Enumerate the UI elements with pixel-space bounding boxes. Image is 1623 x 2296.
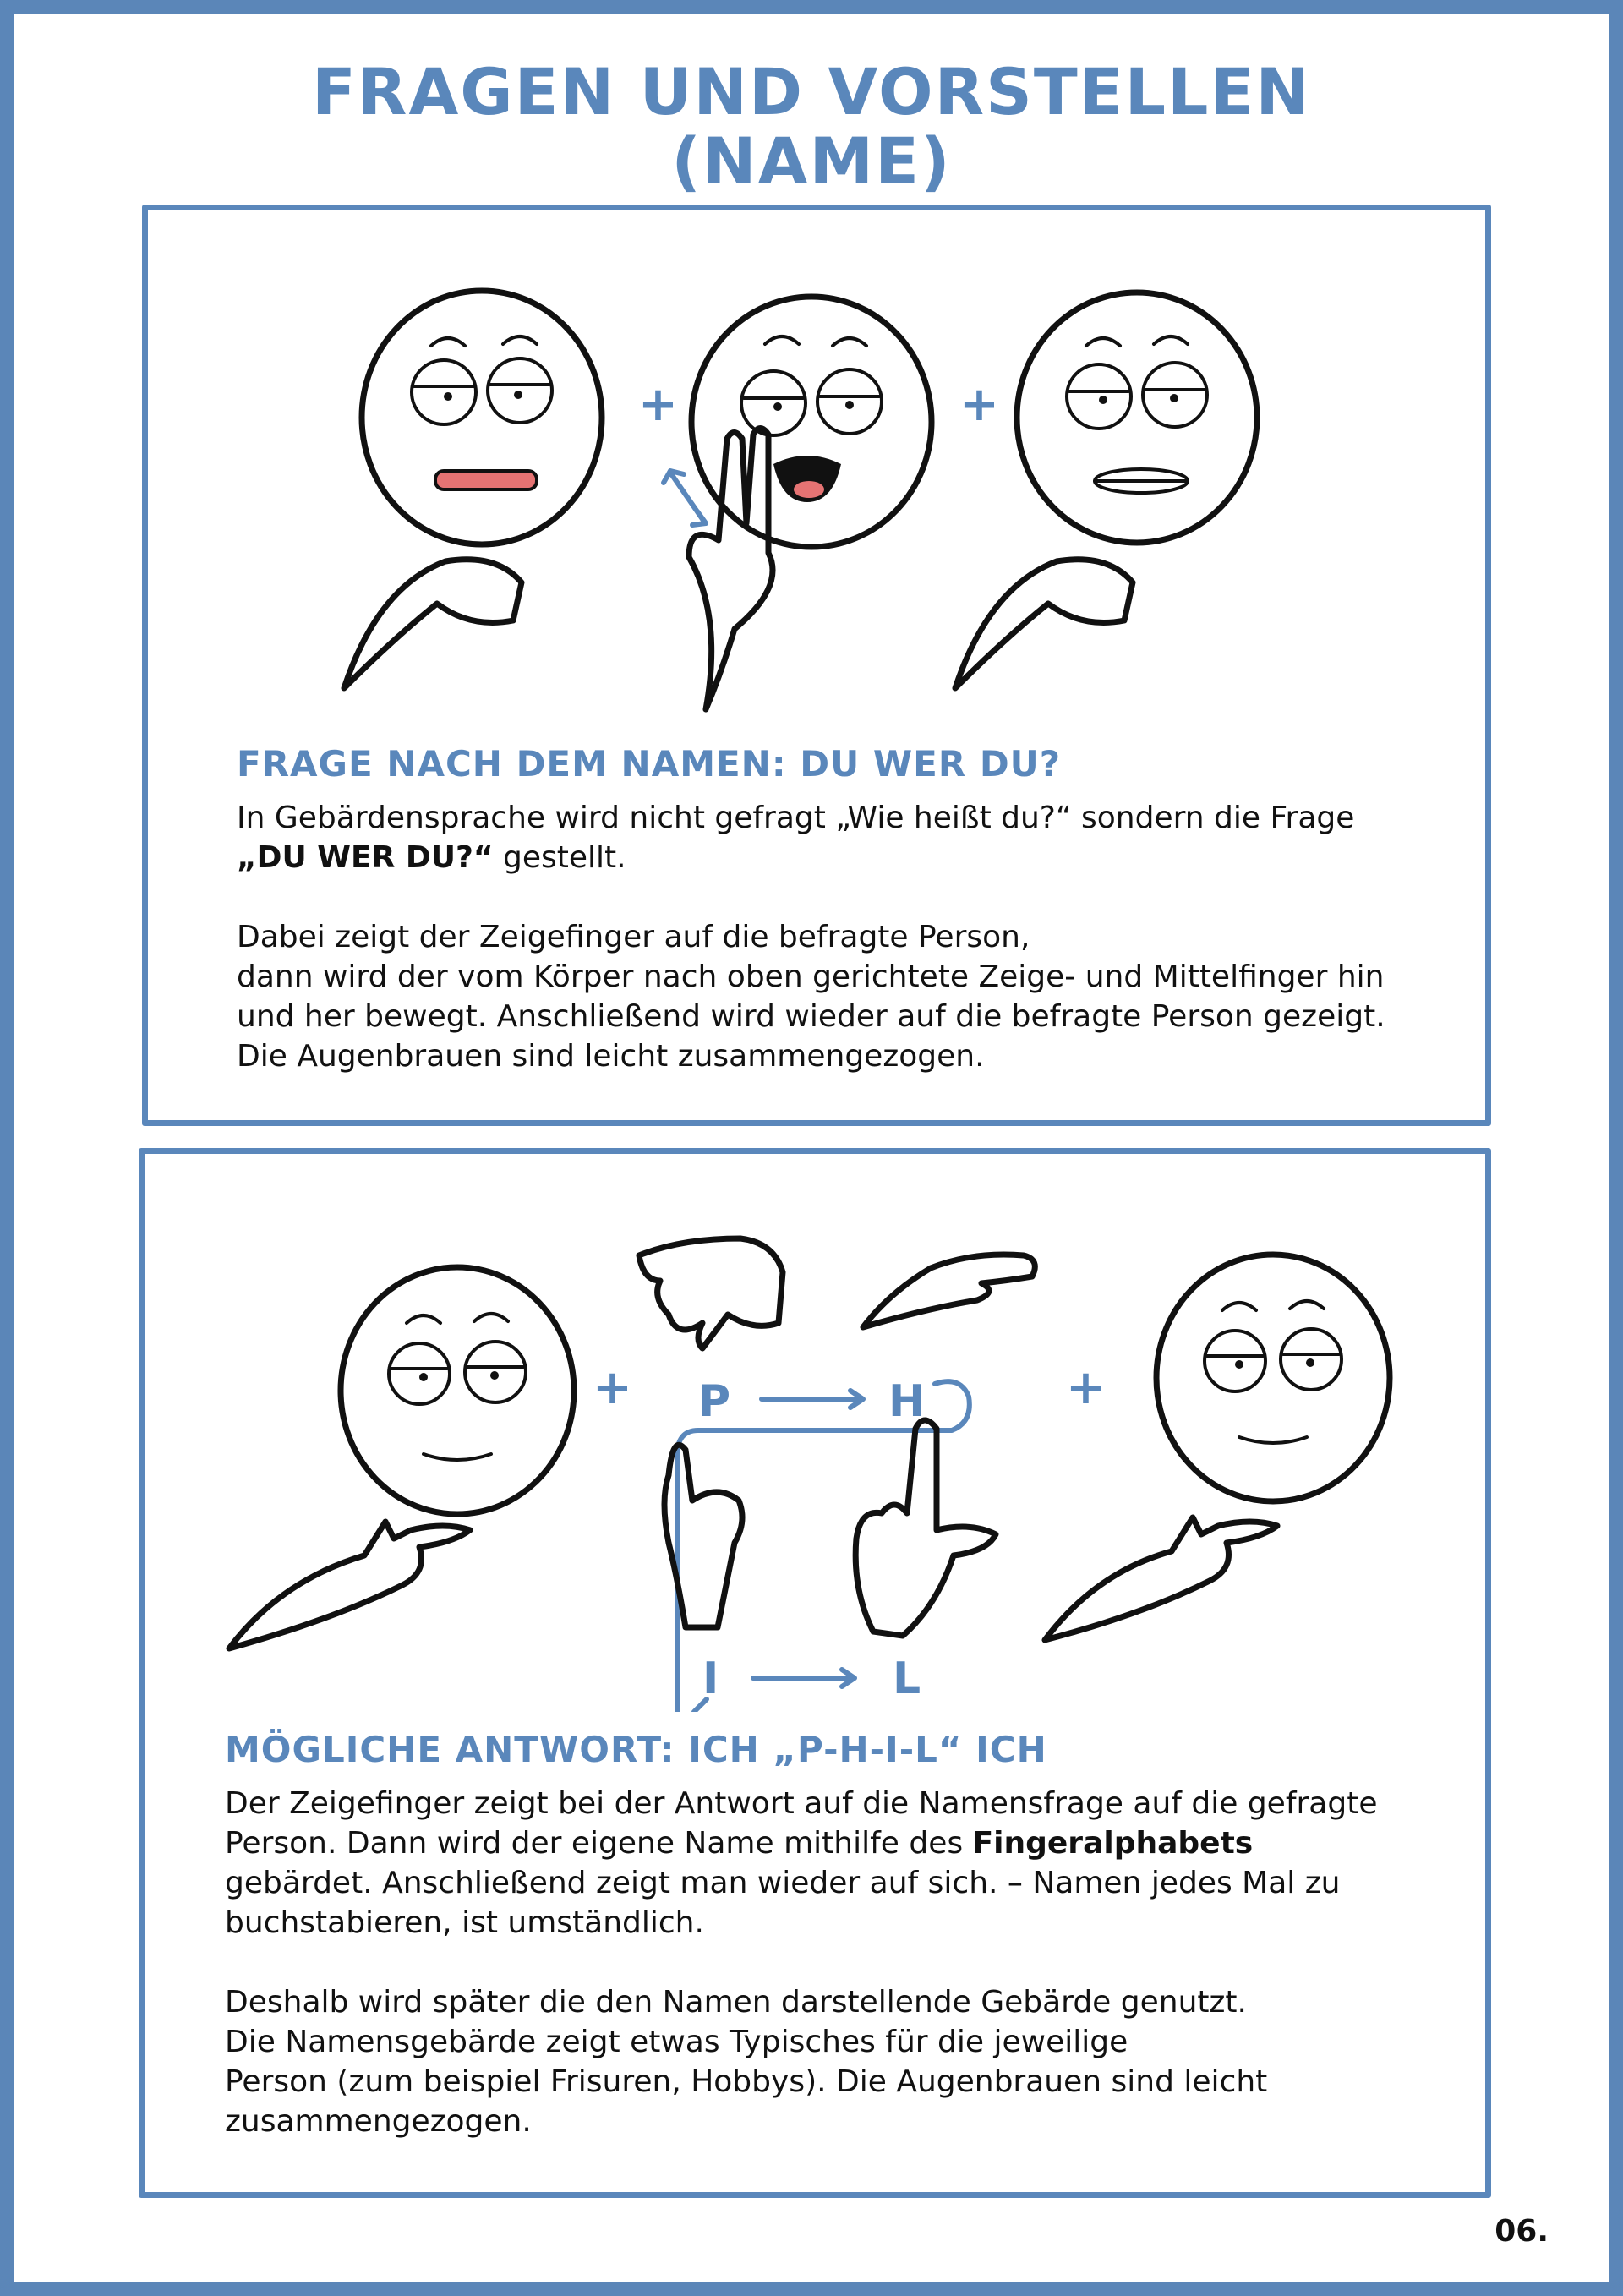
arrow-h-to-i bbox=[677, 1381, 970, 1712]
letter-h: H bbox=[888, 1376, 926, 1427]
section1-para2-line1: Dabei zeigt der Zeigefinger auf die befragte Person, bbox=[237, 920, 1030, 954]
page-title-line2: (NAME) bbox=[671, 123, 952, 199]
page-title bbox=[14, 54, 1609, 199]
face-3 bbox=[1017, 292, 1257, 543]
letter-l: L bbox=[893, 1654, 921, 1704]
plus-sign-2: + bbox=[959, 377, 999, 432]
page bbox=[14, 14, 1609, 2282]
section2-para2-line2: Die Namensgebärde zeigt etwas Typisches für die jeweilige bbox=[225, 2025, 1128, 2059]
movement-arrow bbox=[664, 471, 706, 525]
page-title-line1: FRAGEN UND VORSTELLEN bbox=[312, 54, 1311, 129]
pointing-hand-left bbox=[229, 1522, 470, 1648]
section2-heading: MÖGLICHE ANTWORT: ICH „P-H-I-L“ ICH bbox=[225, 1729, 1047, 1770]
section1-heading: FRAGE NACH DEM NAMEN: DU WER DU? bbox=[237, 743, 1062, 784]
arrow-p-to-h bbox=[762, 1391, 863, 1408]
section1-para2-line2: dann wird der vom Körper nach oben gerichtete Zeige- und Mittelfinger hin bbox=[237, 959, 1385, 994]
face-left bbox=[341, 1267, 574, 1514]
face-right bbox=[1156, 1255, 1390, 1501]
letter-p: P bbox=[698, 1376, 731, 1427]
section2-bold-fingeralphabet: Fingeralphabets bbox=[972, 1826, 1254, 1861]
hand-1 bbox=[344, 560, 522, 688]
hand-h bbox=[863, 1255, 1035, 1327]
section2-para2-line1: Deshalb wird später die den Namen darstellende Gebärde genutzt. bbox=[225, 1985, 1247, 2020]
section1-para1-line1: In Gebärdensprache wird nicht gefragt „Wie heißt du?“ sondern die Frage bbox=[237, 801, 1355, 835]
hand-p bbox=[639, 1238, 783, 1348]
plus-sign-4: + bbox=[1066, 1360, 1106, 1415]
section2-para1-line4: buchstabieren, ist umständlich. bbox=[225, 1905, 704, 1940]
letter-i: I bbox=[702, 1654, 719, 1704]
section1-text bbox=[237, 798, 1437, 1076]
arrow-i-to-l bbox=[753, 1670, 855, 1686]
question-illustration bbox=[148, 210, 1485, 735]
section1-para2-line4: Die Augenbrauen sind leicht zusammengezogen. bbox=[237, 1039, 985, 1074]
section2-para2-line4: zusammengezogen. bbox=[225, 2104, 532, 2139]
face-2 bbox=[691, 297, 932, 547]
answer-panel bbox=[139, 1148, 1491, 2198]
hand-l bbox=[855, 1420, 996, 1636]
hand-3 bbox=[955, 560, 1133, 688]
section2-para1-line2-start: Person. Dann wird der eigene Name mithilfe des bbox=[225, 1826, 973, 1861]
section2-para1-line2 bbox=[225, 1823, 1442, 1863]
section2-para1-line3: gebärdet. Anschließend zeigt man wieder auf sich. – Namen jedes Mal zu bbox=[225, 1866, 1341, 1900]
page-number: 06. bbox=[1495, 2214, 1549, 2249]
face-1 bbox=[362, 291, 602, 544]
pointing-hand-right bbox=[1045, 1517, 1277, 1640]
plus-sign-1: + bbox=[638, 377, 678, 432]
plus-sign-3: + bbox=[593, 1360, 632, 1415]
section1-para2-line3: und her bewegt. Anschließend wird wieder auf die befragte Person gezeigt. bbox=[237, 999, 1385, 1034]
section1-para1-line2 bbox=[237, 838, 1437, 877]
section2-text bbox=[225, 1784, 1442, 2141]
section2-para2-line3: Person (zum beispiel Frisuren, Hobbys). Die Augenbrauen sind leicht bbox=[225, 2064, 1268, 2099]
section1-para1-end: gestellt. bbox=[493, 840, 626, 875]
answer-illustration bbox=[145, 1154, 1485, 1712]
question-panel bbox=[142, 205, 1491, 1126]
section2-para1-line1: Der Zeigefinger zeigt bei der Antwort auf die Namensfrage auf die gefragte bbox=[225, 1786, 1378, 1821]
section1-bold-question: „DU WER DU?“ bbox=[237, 840, 494, 875]
